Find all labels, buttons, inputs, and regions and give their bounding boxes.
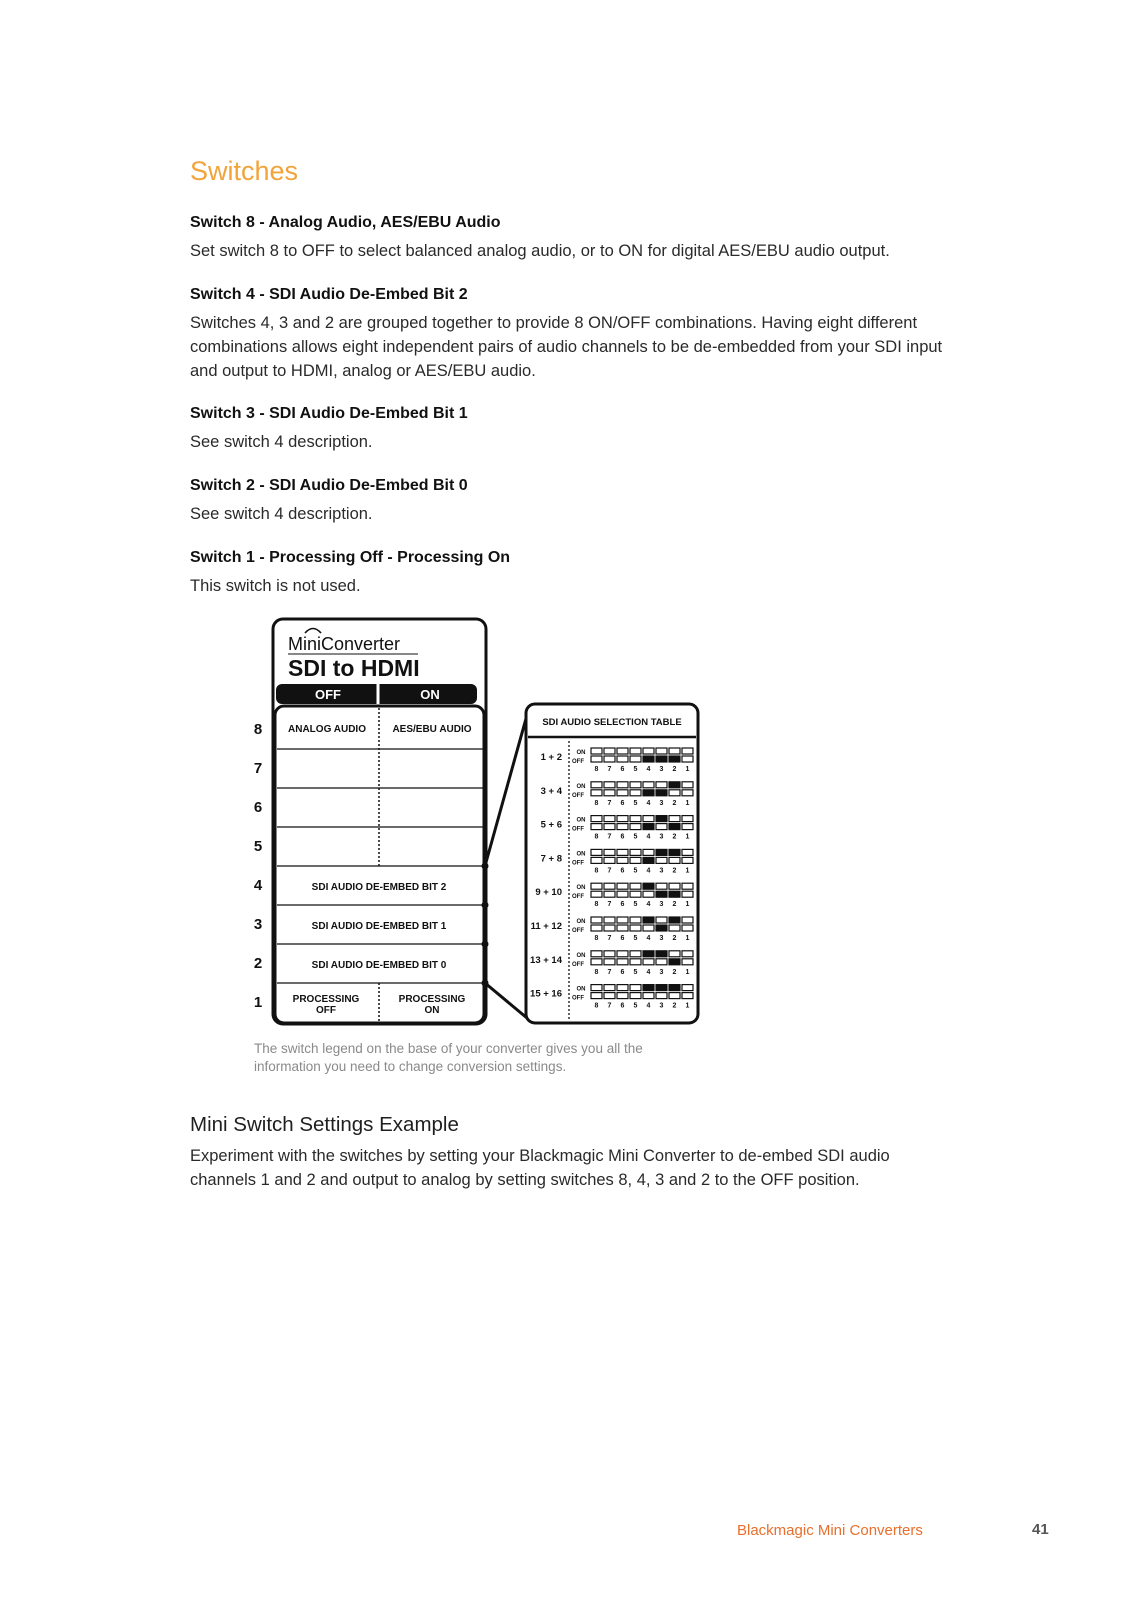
switch-off-cell xyxy=(604,891,615,897)
row1-off-label-line2: OFF xyxy=(316,1005,336,1016)
switch-number: 1 xyxy=(685,766,690,773)
switch-number: 1 xyxy=(253,994,263,1011)
switch-off-cell xyxy=(669,790,680,796)
switch-on-cell xyxy=(682,985,693,991)
switch-number: 5 xyxy=(633,901,638,909)
switch-off-cell xyxy=(591,925,602,931)
switch-off-cell xyxy=(617,925,628,931)
switch-off-cell xyxy=(591,790,602,796)
figure-caption: The switch legend on the base of your converter gives you all the information you need to change conversion settings. xyxy=(254,1041,643,1074)
switch-8-title: Switch 8 - Analog Audio, AES/EBU Audio xyxy=(190,214,501,231)
switch-number: 6 xyxy=(620,1002,625,1010)
switch-on-cell xyxy=(630,883,641,889)
off-label: OFF xyxy=(572,995,584,1002)
off-label: OFF xyxy=(572,826,584,833)
switch-3-body: See switch 4 description. xyxy=(190,433,373,451)
switch-on-cell xyxy=(656,917,667,923)
switch-off-cell xyxy=(656,756,667,762)
legend-card xyxy=(273,619,486,1024)
switch-off-cell xyxy=(617,959,628,965)
switch-on-cell xyxy=(669,951,680,957)
switch-on-cell xyxy=(669,816,680,822)
switch-number: 2 xyxy=(672,935,677,942)
switch-number: 4 xyxy=(646,833,651,841)
switch-number: 5 xyxy=(633,935,638,942)
switch-number: 4 xyxy=(646,935,651,942)
page-heading: Switches xyxy=(190,156,299,186)
switch-on-cell xyxy=(643,782,654,788)
switch-number: 1 xyxy=(685,935,690,942)
switch-off-cell xyxy=(669,857,680,863)
switch-off-cell xyxy=(643,925,654,931)
row8-on-label: AES/EBU AUDIO xyxy=(392,724,472,735)
switch-on-cell xyxy=(591,951,602,957)
on-label: ON xyxy=(576,952,586,959)
switch-on-cell xyxy=(669,985,680,991)
switch-on-cell xyxy=(656,883,667,889)
switch-number: 8 xyxy=(594,968,599,976)
switch-number: 6 xyxy=(620,901,625,909)
switch-off-cell xyxy=(669,891,680,897)
switch-number: 4 xyxy=(646,799,651,807)
switch-number: 1 xyxy=(685,901,690,909)
row3-label: SDI AUDIO DE-EMBED BIT 1 xyxy=(311,921,447,932)
switch-number: 7 xyxy=(607,935,612,942)
switch-2-body: See switch 4 description. xyxy=(190,505,373,523)
switch-number: 1 xyxy=(685,867,690,875)
switch-on-cell xyxy=(630,782,641,788)
switch-number: 7 xyxy=(607,833,612,841)
switch-number: 5 xyxy=(633,867,638,875)
switch-on-cell xyxy=(591,883,602,889)
switch-number: 3 xyxy=(659,968,664,976)
switch-off-cell xyxy=(630,993,641,999)
on-label: ON xyxy=(576,919,586,925)
switch-off-cell xyxy=(669,959,680,965)
channel-pair-label: 3 + 4 xyxy=(540,785,562,797)
switch-off-cell xyxy=(591,891,602,897)
switch-off-cell xyxy=(669,925,680,931)
switch-off-cell xyxy=(669,756,680,762)
switch-number: 3 xyxy=(253,916,263,933)
switch-number: 6 xyxy=(620,935,625,942)
channel-pair-label: 5 + 6 xyxy=(540,819,562,831)
switch-on-cell xyxy=(669,782,680,788)
switch-on-cell xyxy=(643,748,654,754)
switch-off-cell xyxy=(591,993,602,999)
switch-on-cell xyxy=(630,816,641,822)
switch-off-cell xyxy=(643,857,654,863)
switch-number: 4 xyxy=(646,968,651,976)
switch-on-cell xyxy=(669,748,680,754)
off-label: OFF xyxy=(572,759,584,765)
switch-on-cell xyxy=(604,849,615,855)
switch-number: 8 xyxy=(594,901,599,909)
off-label: OFF xyxy=(572,961,584,968)
switch-off-cell xyxy=(591,857,602,863)
switch-off-cell xyxy=(682,756,693,762)
switch-on-cell xyxy=(591,917,602,923)
switch-4-body: Switches 4, 3 and 2 are grouped together to provide 8 ON/OFF combinations. Having eight different combinations allows eight independent pairs of audio channels to be de-embedded from your SDI input and output to HDMI, analog or AES/EBU audio. xyxy=(190,314,943,380)
switch-off-cell xyxy=(604,993,615,999)
switch-off-cell xyxy=(617,993,628,999)
switch-off-cell xyxy=(604,857,615,863)
off-label: OFF xyxy=(572,860,584,867)
switch-on-cell xyxy=(617,985,628,991)
switch-on-cell xyxy=(669,849,680,855)
switch-number: 3 xyxy=(659,799,664,807)
switch-off-cell xyxy=(682,993,693,999)
switch-on-cell xyxy=(656,782,667,788)
example-body: Experiment with the switches by setting your Blackmagic Mini Converter to de-embed SDI audio channels 1 and 2 and output to analog by setting switches 8, 4, 3 and 2 to the OFF position. xyxy=(190,1147,890,1189)
on-label: ON xyxy=(576,750,586,756)
switch-on-cell xyxy=(617,951,628,957)
switch-number: 2 xyxy=(253,955,263,972)
switch-off-cell xyxy=(643,959,654,965)
switch-on-cell xyxy=(669,883,680,889)
switch-on-cell xyxy=(656,849,667,855)
switch-number: 6 xyxy=(620,867,625,875)
switch-off-cell xyxy=(617,756,628,762)
switch-number: 2 xyxy=(672,1002,677,1010)
switch-off-cell xyxy=(617,790,628,796)
switch-number: 6 xyxy=(620,799,625,807)
page-number: 41 xyxy=(1032,1521,1049,1538)
off-label: OFF xyxy=(572,894,584,901)
switch-number: 4 xyxy=(646,766,651,773)
switch-off-cell xyxy=(656,891,667,897)
row1-off-label-line1: PROCESSING xyxy=(292,994,360,1005)
example-title: Mini Switch Settings Example xyxy=(190,1113,459,1136)
switch-number: 2 xyxy=(672,867,677,875)
switch-off-cell xyxy=(656,959,667,965)
switch-number: 8 xyxy=(594,935,599,942)
switch-number: 1 xyxy=(685,1002,690,1010)
switch-on-cell xyxy=(630,917,641,923)
on-label: ON xyxy=(576,885,586,892)
model-name: SDI to HDMI xyxy=(288,655,420,681)
switch-off-cell xyxy=(617,891,628,897)
switch-on-cell xyxy=(656,748,667,754)
off-label: OFF xyxy=(572,792,584,799)
switch-number: 5 xyxy=(253,838,263,855)
switch-number: 8 xyxy=(594,867,599,875)
switch-on-cell xyxy=(656,951,667,957)
channel-pair-label: 7 + 8 xyxy=(540,853,562,865)
switch-on-cell xyxy=(604,782,615,788)
switch-number: 8 xyxy=(253,721,263,738)
switch-off-cell xyxy=(630,959,641,965)
switch-number: 5 xyxy=(633,968,638,976)
switch-number: 7 xyxy=(607,968,612,976)
switch-number: 3 xyxy=(659,901,664,909)
switch-number: 3 xyxy=(659,766,664,773)
connector-lines xyxy=(482,715,528,1018)
switch-off-cell xyxy=(643,993,654,999)
legend-on-label: ON xyxy=(420,687,440,702)
switch-number: 5 xyxy=(633,766,638,773)
switch-on-cell xyxy=(604,816,615,822)
switch-on-cell xyxy=(682,816,693,822)
switch-number-column xyxy=(254,721,263,1011)
switch-off-cell xyxy=(604,925,615,931)
switch-on-cell xyxy=(617,849,628,855)
channel-pair-label: 11 + 12 xyxy=(530,921,562,932)
switch-number: 8 xyxy=(594,1002,599,1010)
switch-number: 2 xyxy=(672,968,677,976)
switch-off-cell xyxy=(604,824,615,830)
switch-1-title: Switch 1 - Processing Off - Processing On xyxy=(190,549,511,566)
switch-on-cell xyxy=(630,849,641,855)
switch-off-cell xyxy=(617,857,628,863)
switch-on-cell xyxy=(656,816,667,822)
switch-on-cell xyxy=(591,748,602,754)
switch-on-cell xyxy=(617,883,628,889)
switch-number: 7 xyxy=(607,799,612,807)
switch-on-cell xyxy=(682,748,693,754)
switch-number: 5 xyxy=(633,833,638,841)
switch-off-cell xyxy=(604,756,615,762)
switch-number: 6 xyxy=(253,799,263,816)
switch-on-cell xyxy=(643,951,654,957)
switch-number: 6 xyxy=(620,766,625,773)
channel-pair-label: 9 + 10 xyxy=(535,887,562,899)
switch-off-cell xyxy=(630,857,641,863)
switch-off-cell xyxy=(591,756,602,762)
switch-off-cell xyxy=(682,925,693,931)
on-label: ON xyxy=(576,817,586,824)
on-label: ON xyxy=(576,986,586,993)
switch-off-cell xyxy=(643,891,654,897)
switch-number: 2 xyxy=(672,901,677,909)
off-label: OFF xyxy=(572,928,584,934)
switch-on-cell xyxy=(604,917,615,923)
switch-number: 2 xyxy=(672,833,677,841)
switch-off-cell xyxy=(643,824,654,830)
switch-on-cell xyxy=(591,849,602,855)
switch-on-cell xyxy=(591,816,602,822)
switch-on-cell xyxy=(604,748,615,754)
switch-on-cell xyxy=(682,917,693,923)
on-label: ON xyxy=(576,851,586,858)
switch-off-cell xyxy=(656,824,667,830)
switch-on-cell xyxy=(643,883,654,889)
switch-on-cell xyxy=(617,917,628,923)
switch-on-cell xyxy=(656,985,667,991)
switch-number: 7 xyxy=(607,867,612,875)
switch-number: 3 xyxy=(659,833,664,841)
row4-label: SDI AUDIO DE-EMBED BIT 2 xyxy=(311,882,447,893)
switch-number: 7 xyxy=(607,1002,612,1010)
switch-on-cell xyxy=(643,849,654,855)
switch-off-cell xyxy=(630,756,641,762)
switch-number: 5 xyxy=(633,1002,638,1010)
switch-3-title: Switch 3 - SDI Audio De-Embed Bit 1 xyxy=(190,405,468,422)
switch-number: 4 xyxy=(646,1002,651,1010)
channel-pair-label: 13 + 14 xyxy=(530,954,562,966)
switch-number: 5 xyxy=(633,799,638,807)
switch-off-cell xyxy=(656,857,667,863)
channel-pair-label: 15 + 16 xyxy=(530,988,562,1000)
switch-number: 8 xyxy=(594,766,599,773)
switch-on-cell xyxy=(643,816,654,822)
row1-on-label-line1: PROCESSING xyxy=(398,994,466,1005)
switch-off-cell xyxy=(669,993,680,999)
switch-on-cell xyxy=(630,985,641,991)
switch-on-cell xyxy=(682,883,693,889)
switch-on-cell xyxy=(617,782,628,788)
switch-on-cell xyxy=(591,782,602,788)
switch-on-cell xyxy=(617,748,628,754)
switch-off-cell xyxy=(591,959,602,965)
switch-on-cell xyxy=(669,917,680,923)
switch-number: 3 xyxy=(659,867,664,875)
switch-off-cell xyxy=(682,824,693,830)
switch-4-title: Switch 4 - SDI Audio De-Embed Bit 2 xyxy=(190,286,468,303)
switch-off-cell xyxy=(630,790,641,796)
switch-on-cell xyxy=(643,917,654,923)
switch-on-cell xyxy=(643,985,654,991)
switch-number: 2 xyxy=(672,766,677,773)
footer-title: Blackmagic Mini Converters xyxy=(737,1522,923,1539)
switch-off-cell xyxy=(682,857,693,863)
switch-number: 3 xyxy=(659,935,664,942)
selection-table-title: SDI AUDIO SELECTION TABLE xyxy=(542,717,682,728)
on-label: ON xyxy=(576,783,586,790)
switch-on-cell xyxy=(682,782,693,788)
switch-number: 8 xyxy=(594,833,599,841)
legend-off-label: OFF xyxy=(315,687,341,702)
switch-off-cell xyxy=(630,824,641,830)
switch-number: 8 xyxy=(594,799,599,807)
switch-on-cell xyxy=(630,951,641,957)
switch-on-cell xyxy=(682,849,693,855)
switch-off-cell xyxy=(630,925,641,931)
switch-off-cell xyxy=(643,756,654,762)
selection-table xyxy=(526,704,698,1023)
switch-number: 7 xyxy=(607,766,612,773)
switch-number: 7 xyxy=(607,901,612,909)
switch-off-cell xyxy=(656,925,667,931)
switch-off-cell xyxy=(604,790,615,796)
switch-number: 4 xyxy=(253,877,263,894)
switch-number: 4 xyxy=(646,901,651,909)
switch-off-cell xyxy=(656,790,667,796)
switch-on-cell xyxy=(682,951,693,957)
switch-off-cell xyxy=(656,993,667,999)
switch-number: 1 xyxy=(685,833,690,841)
channel-pair-label: 1 + 2 xyxy=(540,752,562,763)
switch-2-title: Switch 2 - SDI Audio De-Embed Bit 0 xyxy=(190,477,468,494)
row2-label: SDI AUDIO DE-EMBED BIT 0 xyxy=(311,960,447,971)
switch-number: 6 xyxy=(620,833,625,841)
switch-off-cell xyxy=(630,891,641,897)
switch-number: 1 xyxy=(685,799,690,807)
switch-8-body: Set switch 8 to OFF to select balanced analog audio, or to ON for digital AES/EBU audio output. xyxy=(190,242,890,260)
row8-off-label: ANALOG AUDIO xyxy=(288,724,366,735)
switch-off-cell xyxy=(643,790,654,796)
switch-number: 6 xyxy=(620,968,625,976)
switch-number: 4 xyxy=(646,867,651,875)
switch-on-cell xyxy=(630,748,641,754)
switch-off-cell xyxy=(669,824,680,830)
row1-on-label-line2: ON xyxy=(424,1005,440,1016)
switch-number: 7 xyxy=(253,760,263,777)
switch-on-cell xyxy=(604,883,615,889)
switch-off-cell xyxy=(604,959,615,965)
switch-1-body: This switch is not used. xyxy=(190,577,361,595)
switch-off-cell xyxy=(591,824,602,830)
switch-off-cell xyxy=(682,959,693,965)
switch-number: 1 xyxy=(685,968,690,976)
switch-on-cell xyxy=(591,985,602,991)
switch-on-cell xyxy=(617,816,628,822)
switch-off-cell xyxy=(682,891,693,897)
switch-number: 2 xyxy=(672,799,677,807)
switch-number: 3 xyxy=(659,1002,664,1010)
brand-name: MiniConverter xyxy=(288,634,401,654)
switch-off-cell xyxy=(617,824,628,830)
switch-on-cell xyxy=(604,985,615,991)
switch-off-cell xyxy=(682,790,693,796)
switch-on-cell xyxy=(604,951,615,957)
